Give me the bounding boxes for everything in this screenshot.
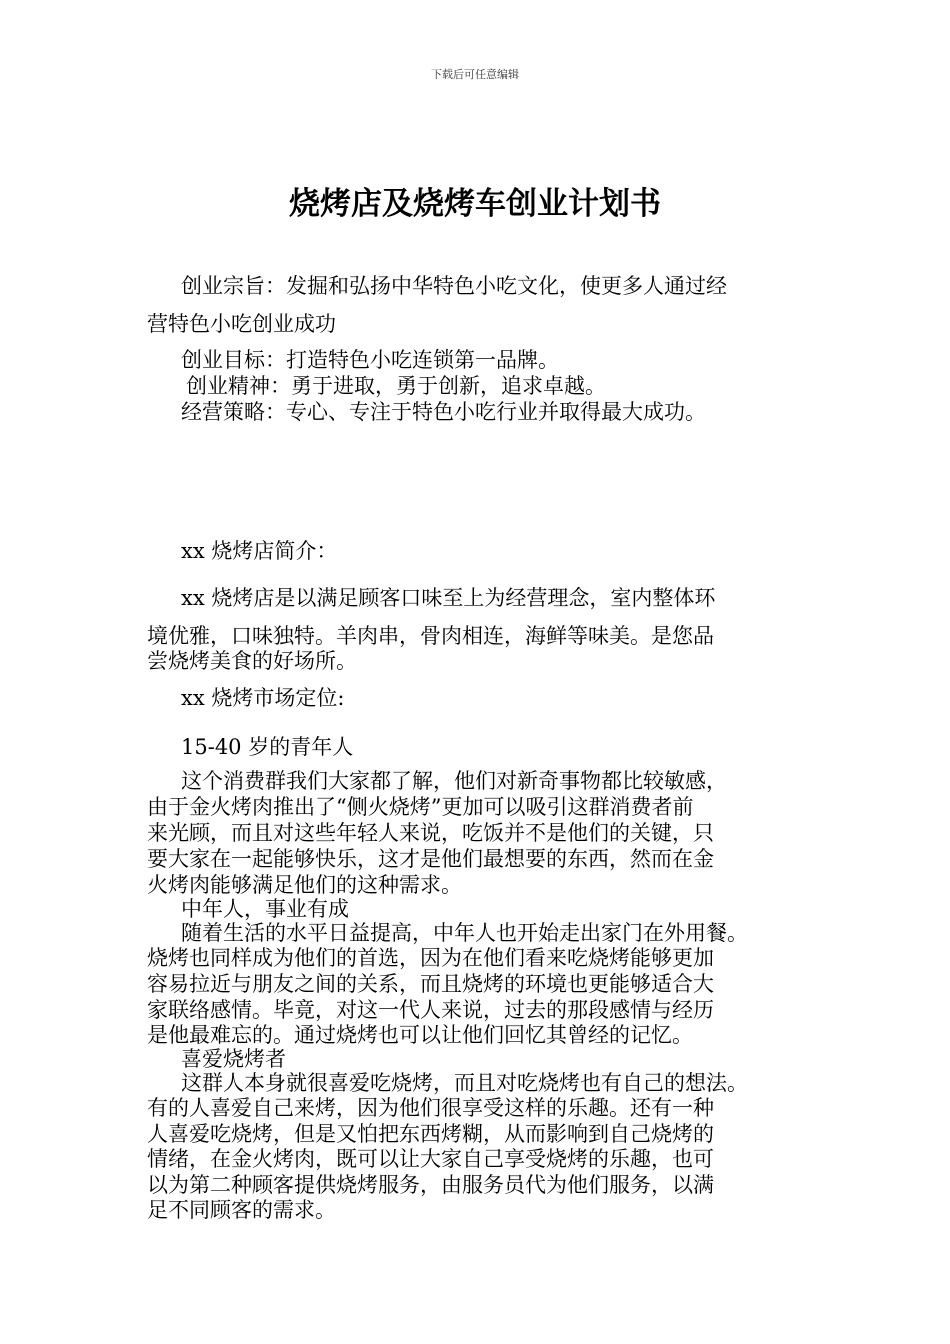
paragraph-line: 境优雅，口味独特。羊肉串，骨肉相连，海鲜等味美。是您品 [147, 624, 714, 648]
paragraph-line: 有的人喜爱自己来烤，因为他们很享受这样的乐趣。还有一种 [147, 1096, 714, 1120]
paragraph-line: 经营策略：专心、专注于特色小吃行业并取得最大成功。 [181, 400, 706, 424]
section-heading: xx 烧烤市场定位: [181, 686, 345, 710]
paragraph-line: 人喜爱吃烧烤，但是又怕把东西烤糊，从而影响到自己烧烤的 [147, 1122, 714, 1146]
paragraph-line: 这群人本身就很喜爱吃烧烤，而且对吃烧烤也有自己的想法。 [181, 1071, 748, 1095]
paragraph-line: 火烤肉能够满足他们的这种需求。 [147, 873, 462, 897]
paragraph-line: xx 烧烤店是以满足顾客口味至上为经营理念，室内整体环 [181, 586, 716, 610]
paragraph-line: 是他最难忘的。通过烧烤也可以让他们回忆其曾经的记忆。 [147, 1023, 693, 1047]
paragraph-line: 以为第二种顾客提供烧烤服务，由服务员代为他们服务，以满 [147, 1173, 714, 1197]
subsection-heading: 喜爱烧烤者 [181, 1047, 286, 1071]
paragraph-line: 烧烤也同样成为他们的首选，因为在他们看来吃烧烤能够更加 [147, 946, 714, 970]
page-header-note: 下载后可任意编辑 [431, 68, 519, 81]
paragraph-line: 情绪，在金火烤肉，既可以让大家自己享受烧烤的乐趣，也可 [147, 1147, 714, 1171]
paragraph-line: 尝烧烤美食的好场所。 [147, 649, 357, 673]
paragraph-line: 要大家在一起能够快乐，这才是他们最想要的东西，然而在金 [147, 847, 714, 871]
subsection-heading: 中年人，事业有成 [181, 897, 349, 921]
paragraph-line: 随着生活的水平日益提高，中年人也开始走出家门在外用餐。 [181, 921, 748, 945]
paragraph-line: 创业宗旨：发掘和弘扬中华特色小吃文化，使更多人通过经 [181, 274, 727, 298]
paragraph-line: 营特色小吃创业成功 [147, 312, 336, 336]
paragraph-line: 家联络感情。毕竟，对这一代人来说，过去的那段感情与经历 [147, 998, 714, 1022]
paragraph-line: 足不同顾客的需求。 [147, 1198, 336, 1222]
paragraph-line: 容易拉近与朋友之间的关系，而且烧烤的环境也更能够适合大 [147, 972, 714, 996]
paragraph-line: 由于金火烤肉推出了“侧火烧烤”更加可以吸引这群消费者前 [147, 795, 694, 819]
paragraph-line: 创业目标：打造特色小吃连锁第一品牌。 [181, 348, 559, 372]
paragraph-line: 来光顾，而且对这些年轻人来说，吃饭并不是他们的关键，只 [147, 821, 714, 845]
subsection-heading: 15-40 岁的青年人 [181, 735, 354, 759]
document-title: 烧烤店及烧烤车创业计划书 [289, 186, 661, 222]
paragraph-line: 创业精神：勇于进取，勇于创新，追求卓越。 [186, 374, 606, 398]
section-heading: xx 烧烤店简介： [181, 539, 338, 563]
paragraph-line: 这个消费群我们大家都了解，他们对新奇事物都比较敏感， [181, 769, 727, 793]
